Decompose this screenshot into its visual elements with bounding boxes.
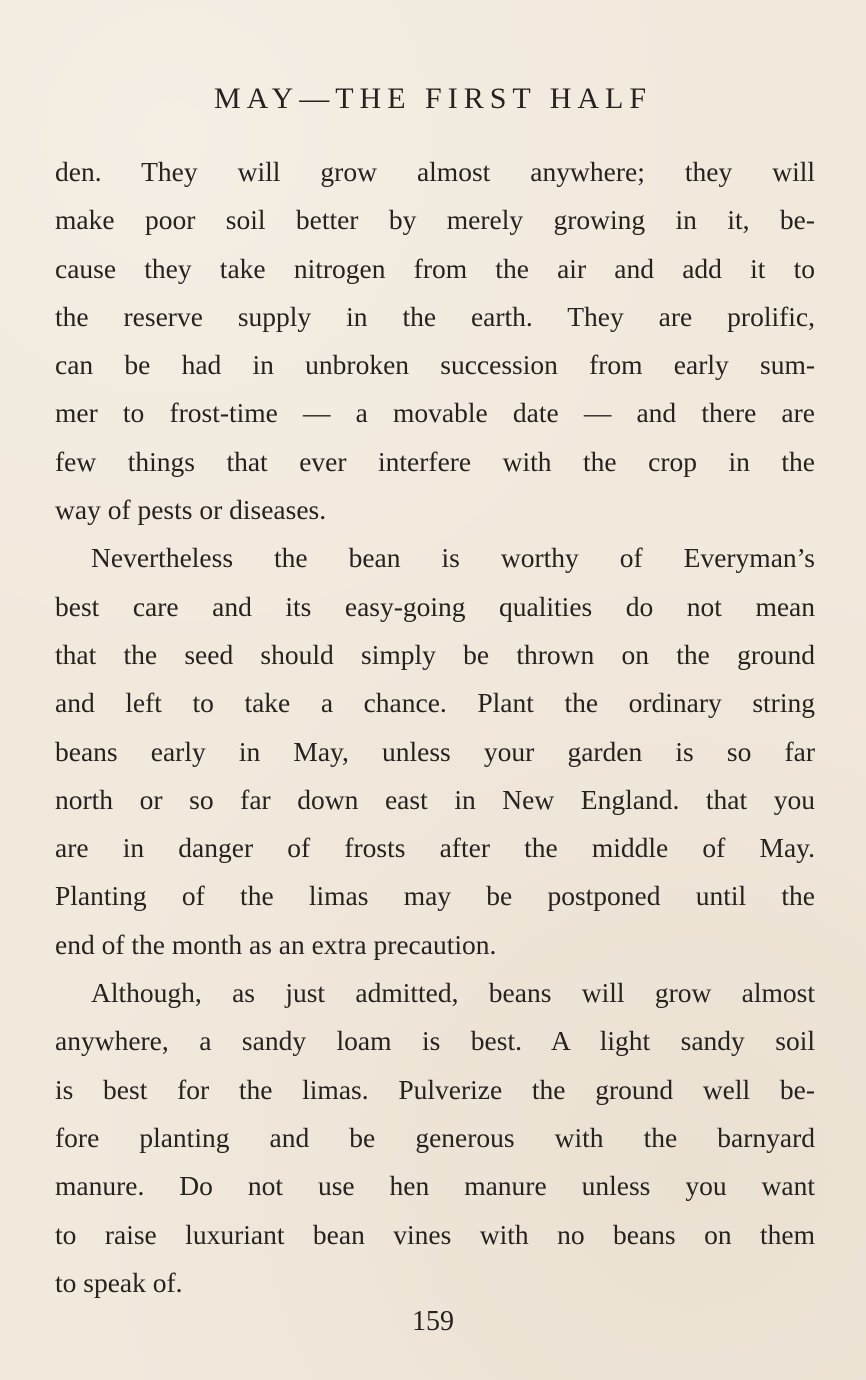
text-line: anywhere, a sandy loam is best. A light sandy soil: [55, 1025, 815, 1057]
text-line: mer to frost-time — a movable date — and there are: [55, 397, 815, 429]
text-line: Planting of the limas may be postponed until the: [55, 880, 815, 912]
text-line: den. They will grow almost anywhere; they will: [55, 156, 815, 187]
text-line: can be had in unbroken succession from early sum-: [55, 349, 815, 381]
text-line: way of pests or diseases.: [55, 494, 327, 526]
text-line: manure. Do not use hen manure unless you want: [55, 1170, 815, 1202]
text-line: Nevertheless the bean is worthy of Everyman’s: [91, 542, 815, 574]
running-head: MAY—THE FIRST HALF: [213, 82, 653, 115]
text-line: to raise luxuriant bean vines with no beans on them: [55, 1218, 815, 1250]
text-line: and left to take a chance. Plant the ordinary string: [55, 687, 815, 719]
body-text: [55, 148, 815, 1307]
page-number: 159: [412, 1306, 454, 1337]
text-line: best care and its easy-going qualities do not mean: [55, 590, 815, 622]
text-line: end of the month as an extra precaution.: [55, 928, 497, 960]
text-line: north or so far down east in New England. that you: [55, 783, 815, 815]
text-line: fore planting and be generous with the barnyard: [55, 1121, 815, 1153]
text-line: to speak of.: [55, 1266, 183, 1298]
text-line: cause they take nitrogen from the air and add it to: [55, 252, 815, 284]
text-line: few things that ever interfere with the crop in the: [55, 445, 815, 477]
text-line: the reserve supply in the earth. They are prolific,: [55, 300, 815, 332]
text-line: make poor soil better by merely growing in it, be-: [55, 204, 815, 236]
text-line: is best for the limas. Pulverize the ground well be-: [55, 1073, 815, 1105]
text-line: beans early in May, unless your garden is so far: [55, 735, 815, 767]
text-line: Although, as just admitted, beans will grow almost: [91, 977, 815, 1009]
text-line: that the seed should simply be thrown on the ground: [55, 638, 815, 670]
text-line: are in danger of frosts after the middle of May.: [55, 832, 815, 864]
